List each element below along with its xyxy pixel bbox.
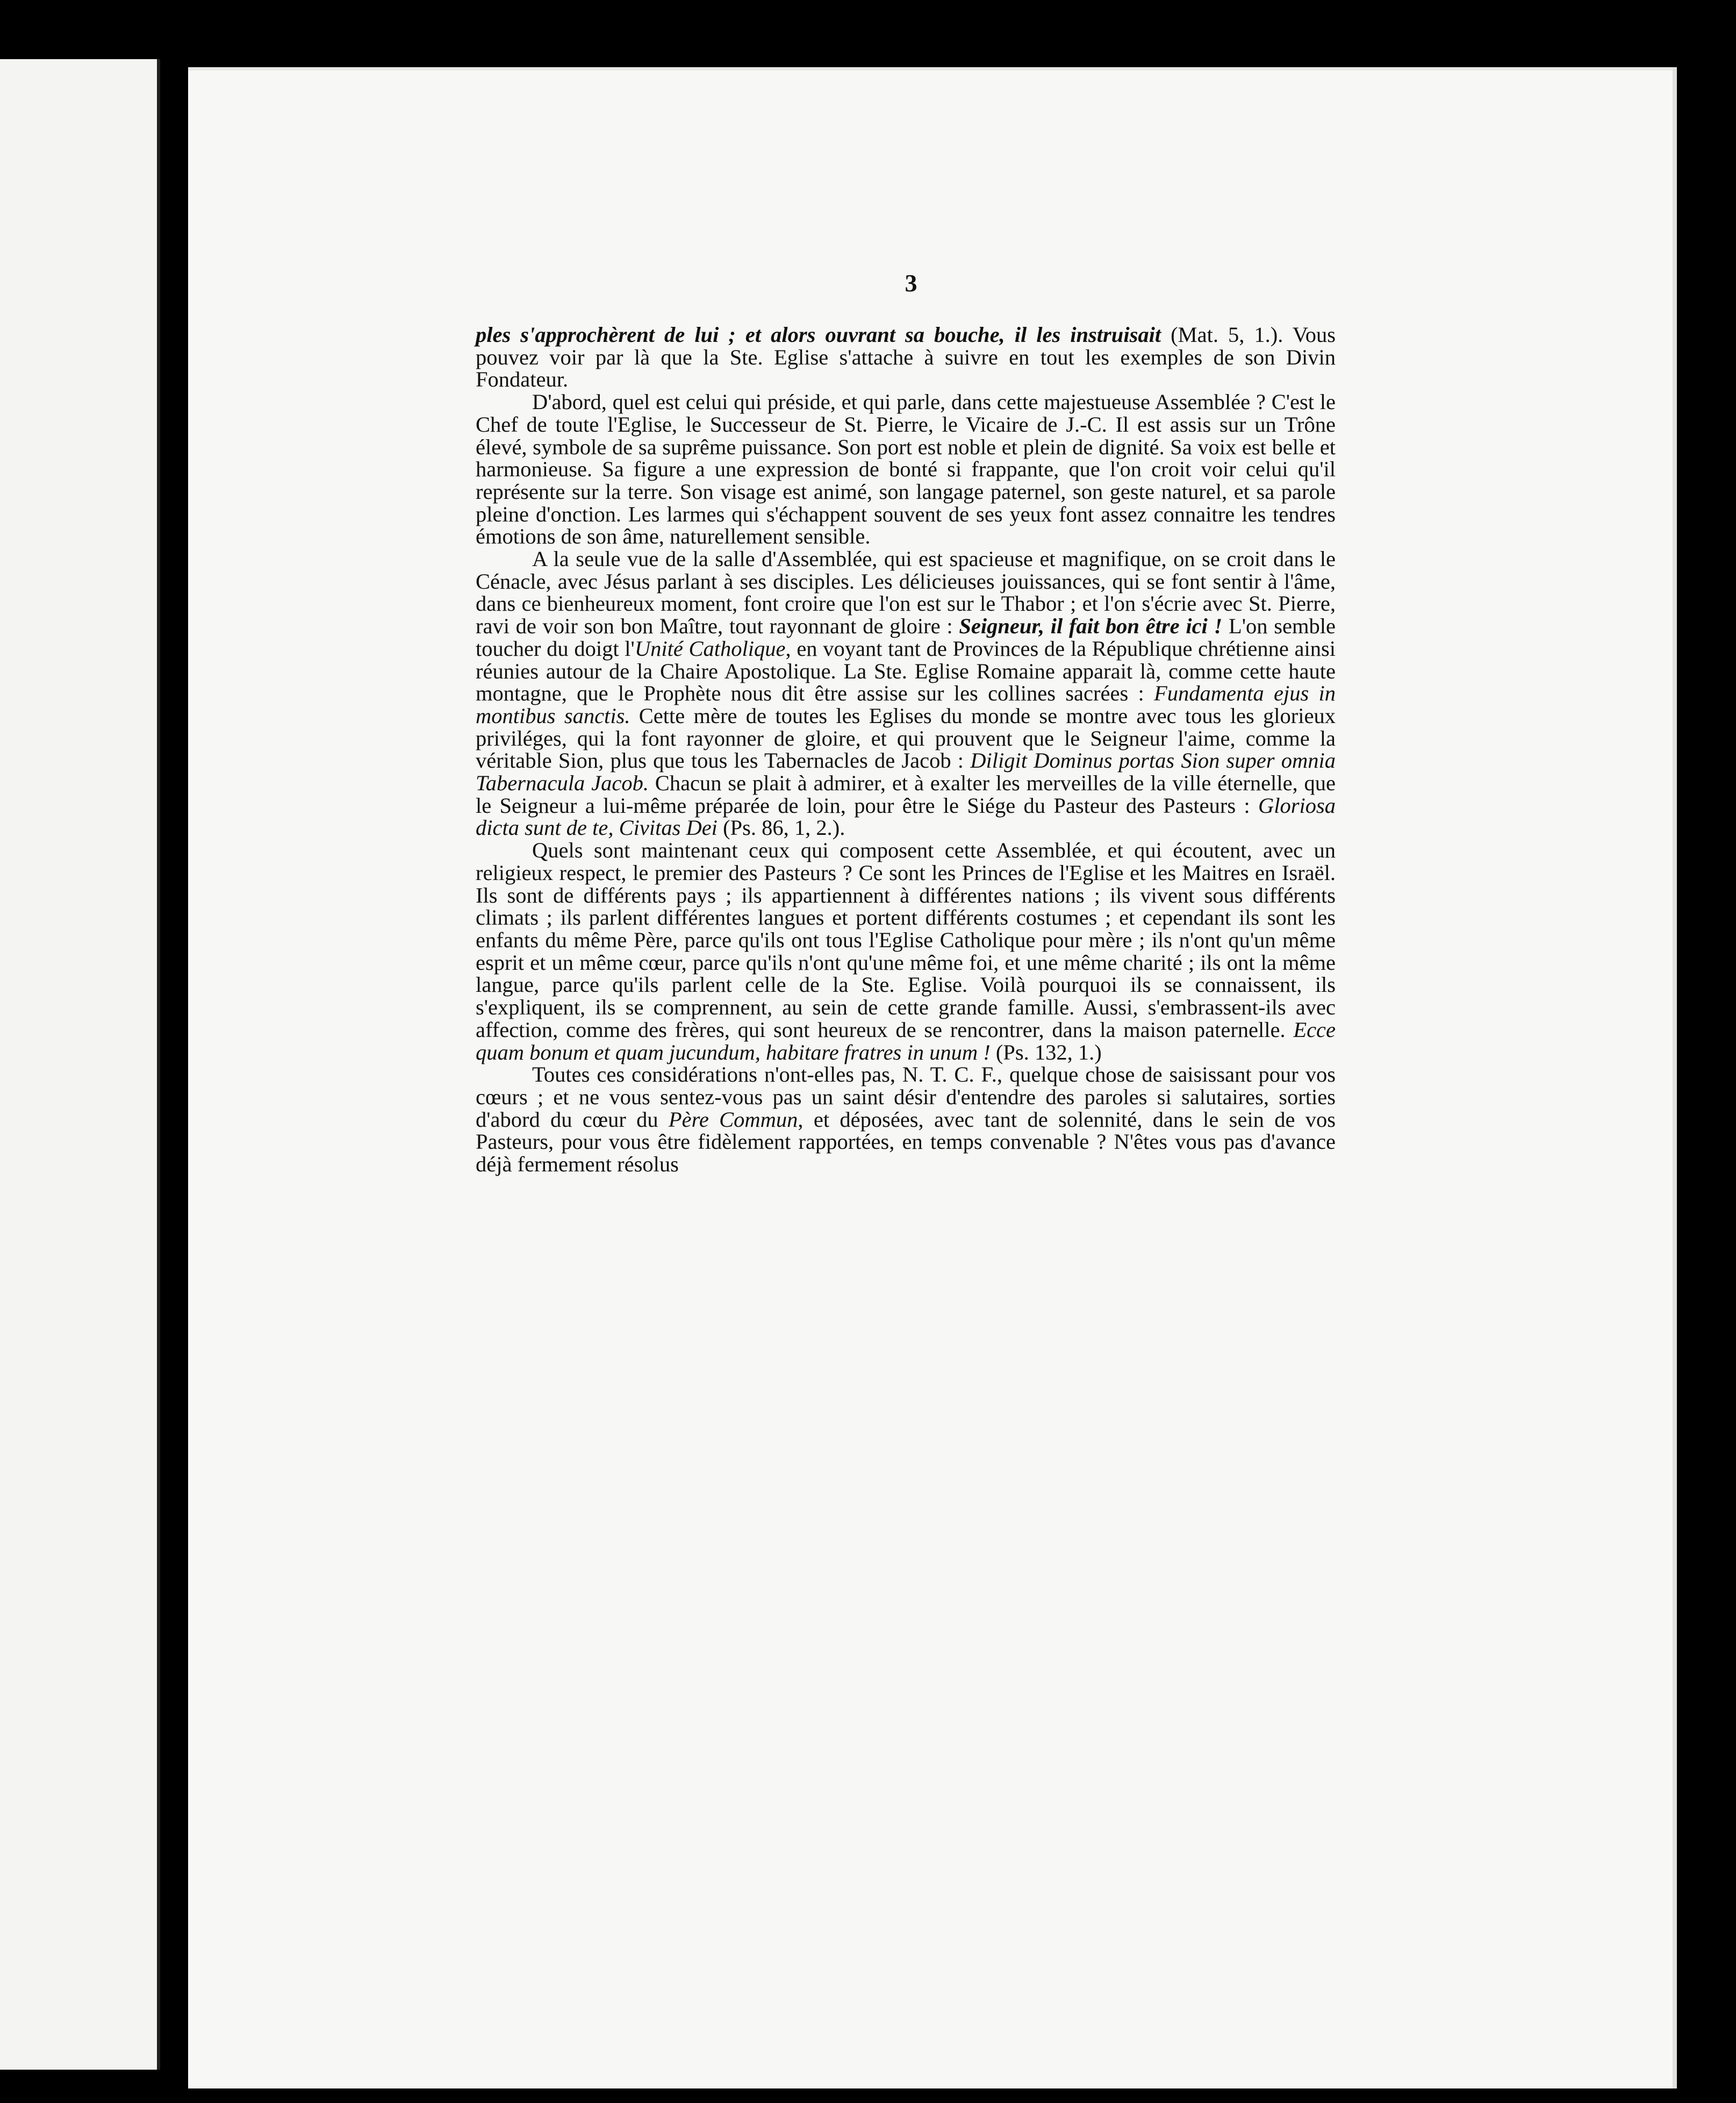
paragraph xyxy=(476,324,1336,391)
text-run: Quels sont maintenant ceux qui composent cette Assemblée, et qui écoutent, avec un religieux respect, le premier des Pasteurs ? Ce sont les Princes de l'Eglise et les Maitres en Israël. Ils sont de différents pays ; ils appartiennent à différentes nations ; ils vivent sous différents climats ; ils parlent différentes langues et portent différents costumes ; et cependant ils sont les enfants du même Père, parce qu'ils ont tous l'Eglise Catholique pour mère ; ils n'ont qu'un même esprit et un même cœur, parce qu'ils n'ont qu'une même foi, et une même charité ; ils ont la même langue, parce qu'ils parlent celle de la Ste. Eglise. Voilà pourquoi ils se connaissent, ils s'expliquent, ils se comprennent, au sein de cette grande famille. Aussi, s'embrassent-ils avec affection, comme des frères, qui sont heureux de se rencontrer, dans la maison paternelle. xyxy=(476,838,1336,1042)
text-run: L'on semble toucher du doigt l' xyxy=(476,614,1336,661)
paragraph xyxy=(476,548,1336,839)
paragraph xyxy=(476,839,1336,1063)
text-run: (Mat. 5, 1.). Vous pouvez voir par là que la Ste. Eglise s'attache à suivre en tout les exemples de son Divin Fondateur. xyxy=(476,323,1336,392)
text-run: , en voyant tant de Provinces de la République chrétienne ainsi réunies autour de la Chaire Apostolique. La Ste. Eglise Romaine apparait là, comme cette haute montagne, que le Prophète nous dit être assise sur les collines sacrées : xyxy=(476,636,1336,706)
italic-text-run: Gloriosa dicta sunt de te, Civitas Dei xyxy=(476,793,1336,840)
italic-text-run: Unité Catholique xyxy=(634,636,786,661)
body-text xyxy=(476,324,1336,1176)
italic-text-run: Seigneur, il fait bon être ici ! xyxy=(959,614,1223,639)
facing-page-edge xyxy=(0,59,160,2070)
text-run: , et déposées, avec tant de solennité, dans le sein de vos Pasteurs, pour vous être fidèlement rapportées, en temps convenable ? N'êtes vous pas d'avance déjà fermement résolus xyxy=(476,1107,1336,1177)
italic-text-run: Diligit Dominus portas Sion super omnia Tabernacula Jacob. xyxy=(476,748,1336,796)
text-run: (Ps. 132, 1.) xyxy=(990,1040,1102,1064)
paragraph xyxy=(476,1063,1336,1176)
italic-text-run: ples s'approchèrent de lui ; et alors ouvrant sa bouche, il les instruisait xyxy=(476,323,1161,347)
text-run: Toutes ces considérations n'ont-elles pas, N. T. C. F., quelque chose de saisissant pour vos cœurs ; et ne vous sentez-vous pas un saint désir d'entendre des paroles si salutaires, sorties d'abord du cœur du xyxy=(476,1062,1336,1132)
paragraph xyxy=(476,391,1336,548)
text-run: A la seule vue de la salle d'Assemblée, qui est spacieuse et magnifique, on se croit dans le Cénacle, avec Jésus parlant à ses disciples. Les délicieuses jouissances, qui se font sentir à l'âme, dans ce bienheureux moment, font croire que l'on est sur le Thabor ; et l'on s'écrie avec St. Pierre, ravi de voir son bon Maître, tout rayonnant de gloire : xyxy=(476,547,1336,639)
text-run: Chacun se plait à admirer, et à exalter les merveilles de la ville éternelle, que le Seigneur a lui-même préparée de loin, pour être le Siége du Pasteur des Pasteurs : xyxy=(476,771,1336,818)
page-number: 3 xyxy=(905,269,917,297)
italic-text-run: Ecce quam bonum et quam jucundum, habitare fratres in unum ! xyxy=(476,1017,1336,1064)
italic-text-run: Père Commun xyxy=(668,1107,798,1132)
text-run: D'abord, quel est celui qui préside, et qui parle, dans cette majestueuse Assemblée ? C'est le Chef de toute l'Eglise, le Successeur de St. Pierre, le Vicaire de J.-C. Il est assis sur un Trône élevé, symbole de sa suprême puissance. Son port est noble et plein de dignité. Sa voix est belle et harmonieuse. Sa figure a une expression de bonté si frappante, que l'on croit voir celui qu'il représente sur la terre. Son visage est animé, son langage paternel, son geste naturel, et sa parole pleine d'onction. Les larmes qui s'échappent souvent de ses yeux font assez connaitre les tendres émotions de son âme, naturellement sensible. xyxy=(476,390,1336,549)
italic-text-run: Fundamenta ejus in montibus sanctis. xyxy=(476,681,1336,728)
text-run: (Ps. 86, 1, 2.). xyxy=(717,816,845,840)
text-run: Cette mère de toutes les Eglises du monde se montre avec tous les glorieux priviléges, qui la font rayonner de gloire, et qui prouvent que le Seigneur l'aime, comme la véritable Sion, plus que tous les Tabernacles de Jacob : xyxy=(476,703,1336,773)
